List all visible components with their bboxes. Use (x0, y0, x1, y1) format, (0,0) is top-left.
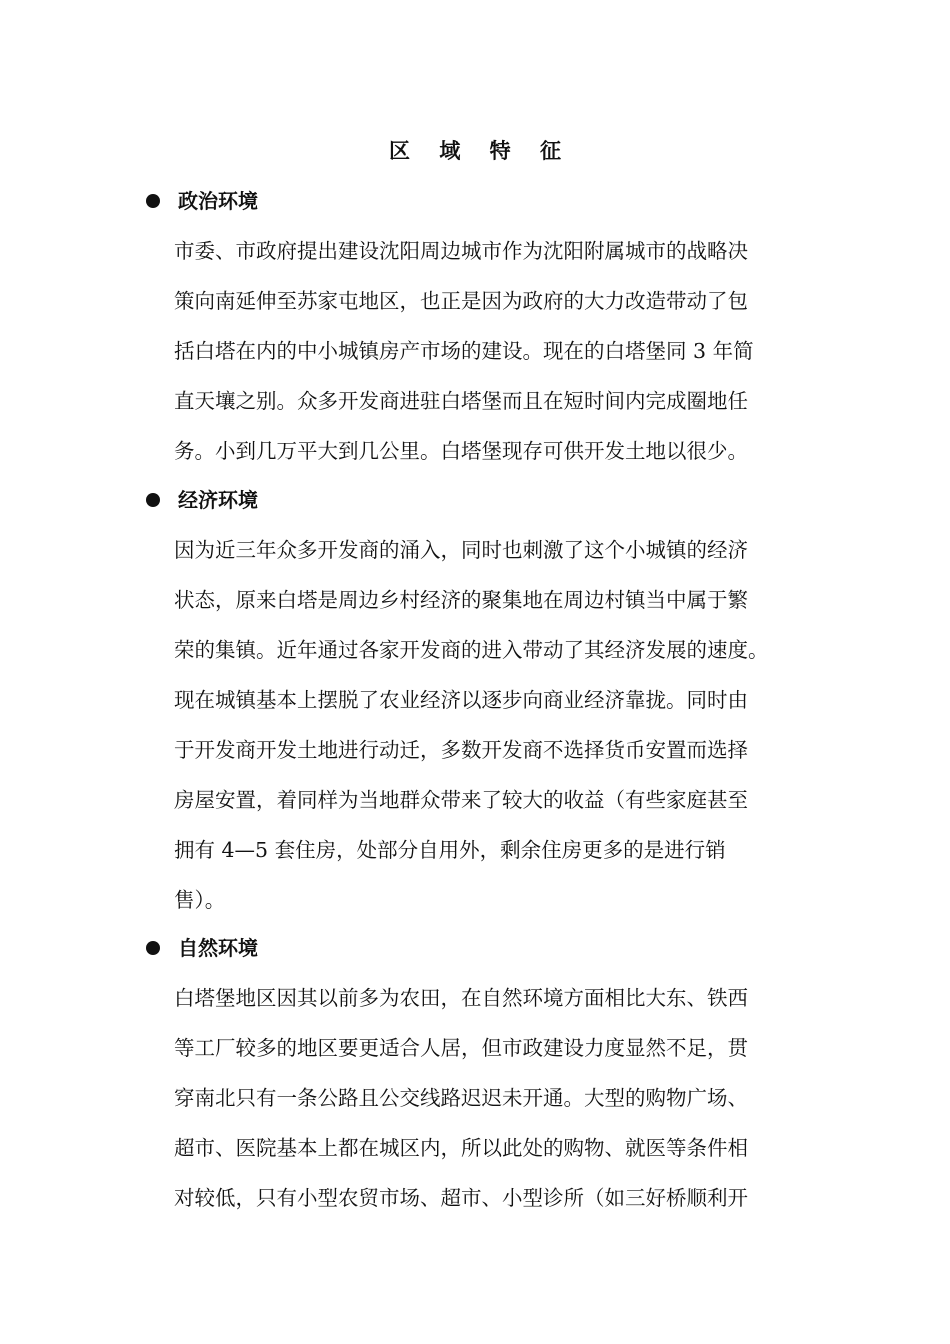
paragraph-line: 现在城镇基本上摆脱了农业经济以逐步向商业经济靠拢。同时由 (174, 688, 748, 712)
paragraph-line: 穿南北只有一条公路且公交线路迟迟未开通。大型的购物广场、 (174, 1086, 748, 1110)
paragraph-line: 状态，原来白塔是周边乡村经济的聚集地在周边村镇当中属于繁 (174, 588, 748, 612)
section-heading (0, 933, 950, 963)
paragraph-line: 荣的集镇。近年通过各家开发商的进入带动了其经济发展的速度。 (174, 638, 769, 662)
paragraph-line: 务。小到几万平大到几公里。白塔堡现存可供开发土地以很少。 (174, 439, 748, 463)
bullet-icon (146, 194, 160, 208)
paragraph-line: 市委、市政府提出建设沈阳周边城市作为沈阳附属城市的战略决 (174, 239, 748, 263)
paragraph-line: 拥有 4—5 套住房，处部分自用外，剩余住房更多的是进行销 (174, 838, 726, 862)
paragraph-line: 售）。 (174, 888, 226, 912)
paragraph-line: 对较低，只有小型农贸市场、超市、小型诊所（如三好桥顺利开 (174, 1186, 748, 1210)
paragraph-line: 直天壤之别。众多开发商进驻白塔堡而且在短时间内完成圈地任 (174, 389, 748, 413)
section-politics (0, 186, 950, 486)
paragraph-line: 等工厂较多的地区要更适合人居，但市政建设力度显然不足，贯 (174, 1036, 748, 1060)
section-nature (0, 933, 950, 1233)
bullet-icon (146, 941, 160, 955)
heading-text: 经济环境 (178, 488, 258, 512)
paragraph-line: 超市、医院基本上都在城区内，所以此处的购物、就医等条件相 (174, 1136, 748, 1160)
paragraph-line: 白塔堡地区因其以前多为农田，在自然环境方面相比大东、铁西 (174, 986, 748, 1010)
page-title: 区 域 特 征 (389, 139, 572, 163)
section-heading (0, 485, 950, 515)
heading-text: 政治环境 (178, 189, 258, 213)
section-economy (0, 485, 950, 935)
section-heading (0, 186, 950, 216)
paragraph-line: 房屋安置，着同样为当地群众带来了较大的收益（有些家庭甚至 (174, 788, 748, 812)
paragraph-line: 策向南延伸至苏家屯地区，也正是因为政府的大力改造带动了包 (174, 289, 748, 313)
paragraph-line: 括白塔在内的中小城镇房产市场的建设。现在的白塔堡同 3 年简 (174, 339, 754, 363)
bullet-icon (146, 493, 160, 507)
paragraph-line: 因为近三年众多开发商的涌入，同时也刺激了这个小城镇的经济 (174, 538, 748, 562)
paragraph-line: 于开发商开发土地进行动迁，多数开发商不选择货币安置而选择 (174, 738, 748, 762)
heading-text: 自然环境 (178, 936, 258, 960)
